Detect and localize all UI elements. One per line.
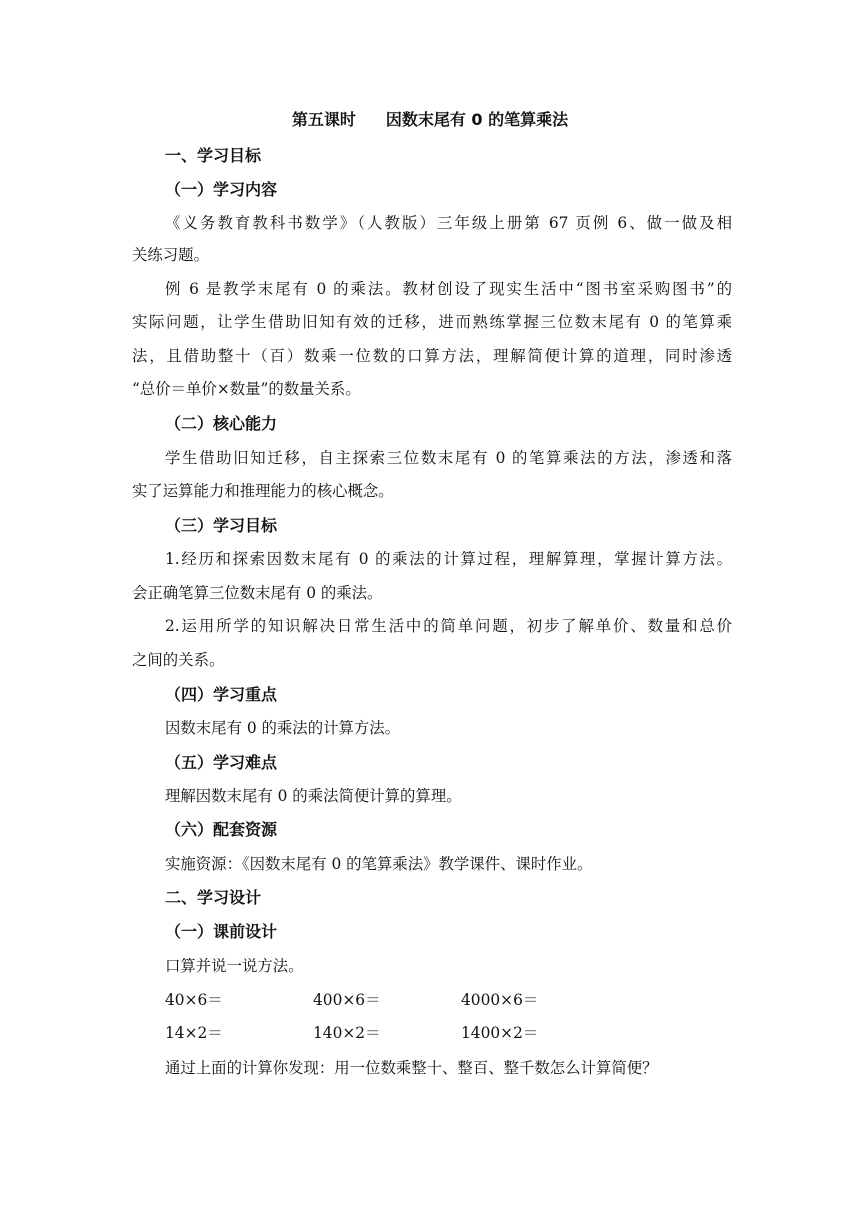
resources-text: 实施资源：《因数末尾有 0 的笔算乘法》教学课件、课时作业。 (165, 855, 593, 873)
key-point-text: 因数末尾有 0 的乘法的计算方法。 (165, 719, 401, 737)
content-paragraph-2-line-1: 例 6 是教学末尾有 0 的乘法。教材创设了现实生活中“图书室采购图书”的 (165, 280, 732, 298)
subheading-resources: （六）配套资源 (165, 820, 278, 839)
calc-item: 400×6＝ (313, 991, 381, 1009)
section-heading-design: 二、学习设计 (165, 888, 262, 907)
ability-line-2: 实了运算能力和推理能力的核心概念。 (132, 482, 394, 500)
goal-1-line-2: 会正确笔算三位数末尾有 0 的乘法。 (132, 584, 383, 602)
content-paragraph-2-line-3: 法，且借助整十（百）数乘一位数的口算方法，理解简便计算的道理，同时渗透 (132, 347, 732, 365)
goal-2-line-2: 之间的关系。 (132, 651, 225, 669)
content-paragraph-1-line-1: 《义务教育教科书数学》（人教版）三年级上册第 67 页例 6、做一做及相 (165, 214, 732, 232)
subheading-ability: （二）核心能力 (165, 414, 278, 433)
lesson-topic: 因数末尾有 0 的笔算乘法 (385, 110, 569, 129)
subheading-preclass: （一）课前设计 (165, 922, 278, 941)
subheading-difficulty: （五）学习难点 (165, 753, 278, 772)
ability-line-1: 学生借助旧知迁移，自主探索三位数末尾有 0 的笔算乘法的方法，渗透和落 (165, 449, 732, 467)
content-paragraph-2-line-4: “总价＝单价×数量”的数量关系。 (132, 380, 361, 398)
goal-2-line-1: 2.运用所学的知识解决日常生活中的简单问题，初步了解单价、数量和总价 (165, 617, 732, 635)
subheading-goals: （三）学习目标 (165, 516, 278, 535)
calc-row-1 (165, 988, 538, 1012)
section-heading-goals: 一、学习目标 (165, 146, 262, 165)
calc-item: 140×2＝ (313, 1024, 381, 1042)
calc-row-2 (165, 1021, 538, 1045)
goal-1-line-1: 1.经历和探索因数末尾有 0 的乘法的计算过程，理解算理，掌握计算方法。 (165, 550, 732, 568)
page-title (0, 108, 860, 132)
difficulty-text: 理解因数末尾有 0 的乘法简便计算的算理。 (165, 787, 462, 805)
calc-item: 1400×2＝ (461, 1024, 539, 1042)
preclass-instruction: 口算并说一说方法。 (165, 957, 304, 975)
calc-item: 14×2＝ (165, 1024, 223, 1042)
preclass-question: 通过上面的计算你发现：用一位数乘整十、整百、整千数怎么计算简便？ (165, 1059, 658, 1077)
lesson-number: 第五课时 (291, 110, 356, 129)
subheading-key-point: （四）学习重点 (165, 685, 278, 704)
content-paragraph-2-line-2: 实际问题，让学生借助旧知有效的迁移，进而熟练掌握三位数末尾有 0 的笔算乘 (132, 313, 732, 331)
content-paragraph-1-line-2: 关练习题。 (132, 246, 209, 264)
calc-item: 40×6＝ (165, 991, 223, 1009)
calc-item: 4000×6＝ (461, 991, 539, 1009)
subheading-content: （一）学习内容 (165, 180, 278, 199)
